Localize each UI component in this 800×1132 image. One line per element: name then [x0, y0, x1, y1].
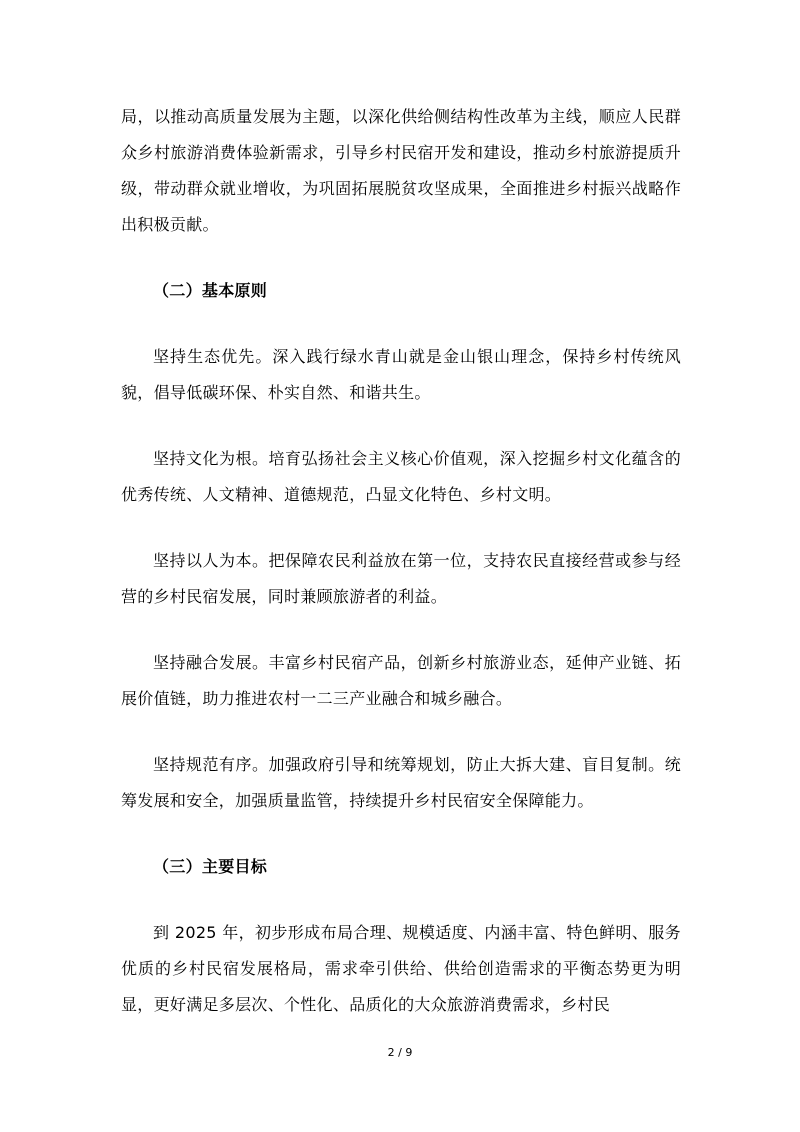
paragraph-continued: 局，以推动高质量发展为主题，以深化供给侧结构性改革为主线，顺应人民群众乡村旅游消费体验新需求，引导乡村民宿开发和建设，推动乡村旅游提质升级，带动群众就业增收，为巩固拓展脱贫攻坚成果，全面推进乡村振兴战略作出积极贡献。	[121, 107, 681, 234]
document-body	[121, 99, 681, 1023]
paragraph-people-oriented: 坚持以人为本。把保障农民利益放在第一位，支持农民直接经营或参与经营的乡村民宿发展，同时兼顾旅游者的利益。	[121, 551, 681, 606]
paragraph-integrated-development: 坚持融合发展。丰富乡村民宿产品，创新乡村旅游业态，延伸产业链、拓展价值链，助力推进农村一二三产业融合和城乡融合。	[121, 653, 681, 708]
paragraph-culture-root: 坚持文化为根。培育弘扬社会主义核心价值观，深入挖掘乡村文化蕴含的优秀传统、人文精神、道德规范，凸显文化特色、乡村文明。	[121, 449, 681, 504]
section-heading-main-goals: （三）主要目标	[153, 857, 268, 876]
paragraph-orderly-regulation: 坚持规范有序。加强政府引导和统筹规划，防止大拆大建、盲目复制。统筹发展和安全，加强质量监管，持续提升乡村民宿安全保障能力。	[121, 755, 681, 810]
section-heading-basic-principles: （二）基本原则	[153, 281, 268, 300]
paragraph-ecology-first: 坚持生态优先。深入践行绿水青山就是金山银山理念，保持乡村传统风貌，倡导低碳环保、朴实自然、和谐共生。	[121, 347, 681, 402]
paragraph-2025-goal: 到 2025 年，初步形成布局合理、规模适度、内涵丰富、特色鲜明、服务优质的乡村民宿发展格局，需求牵引供给、供给创造需求的平衡态势更为明显，更好满足多层次、个性化、品质化的大众旅游消费需求，乡村民	[121, 923, 681, 1014]
page-number: 2 / 9	[387, 1046, 413, 1059]
